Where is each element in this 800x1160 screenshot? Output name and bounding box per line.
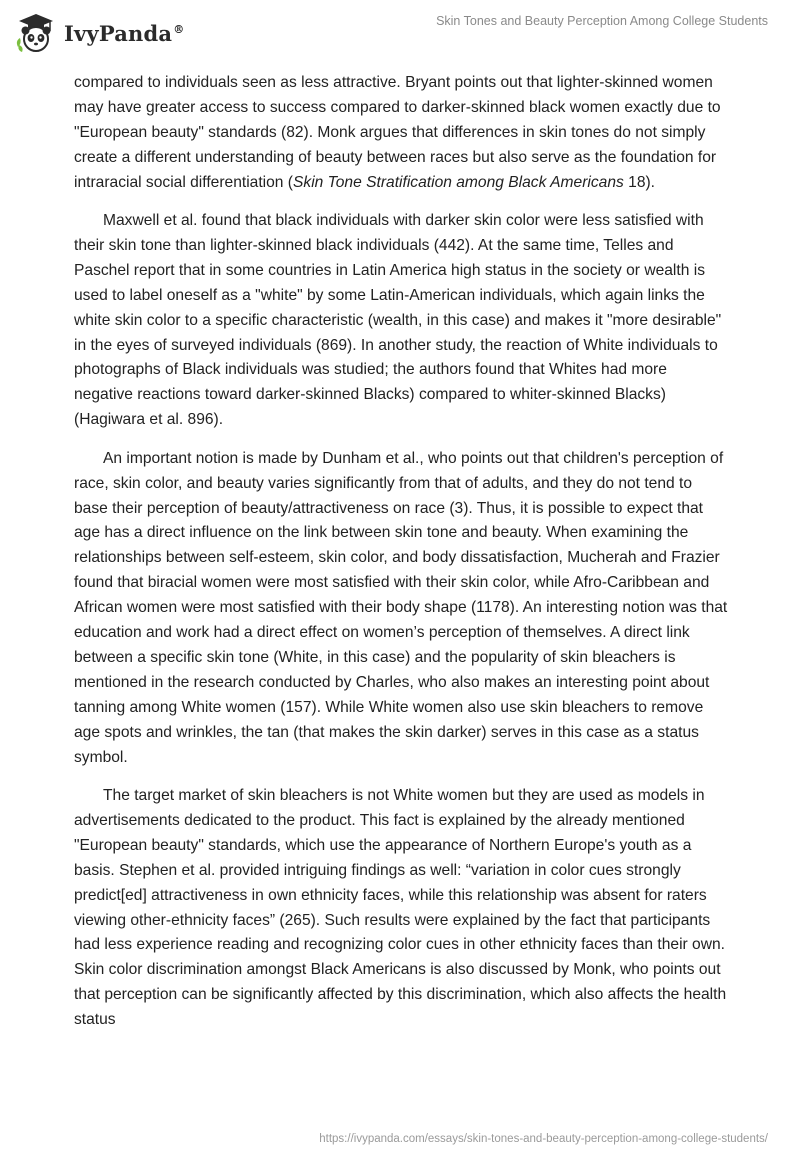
site-logo[interactable] (14, 10, 184, 56)
paragraph: Maxwell et al. found that black individuals with darker skin color were less satisfied with their skin tone than lighter-skinned black individuals (442). At the same time, Telles and Paschel report that in some countries in Latin America high status in the society or wealth is used to label oneself as a "white" by some Latin-American individuals, which again links the white skin color to a specific characteristic (wealth, in this case) and makes it "more desirable" in the eyes of surveyed individuals (869). In another study, the reaction of White individuals to photographs of Black individuals was studied; the authors found that Whites had more negative reactions toward darker-skinned Blacks) compared to whiter-skinned Blacks) (Hagiwara et al. 896). (74, 212, 722, 429)
paragraph: The target market of skin bleachers is not White women but they are used as models in advertisements dedicated to the product. This fact is explained by the already mentioned "European beauty" standards, which use the appearance of Northern Europe's youth as a basis. Stephen et al. provided intriguing findings as well: “variation in color cues strongly predict[ed] attractiveness in own ethnicity faces, while this relationship was absent for raters viewing other-ethnicity faces” (265). Such results were explained by the fact that participants had less experience reading and recognizing color cues in other ethnicity faces than their own. Skin color discrimination amongst Black Americans is also discussed by Monk, who points out that perception can be significantly affected by this discrimination, which also affects the health status (74, 786, 727, 1029)
paragraph: compared to individuals seen as less attractive. Bryant points out that lighter-skinned women may have greater access to success compared to darker-skinned black women exactly due to "European beauty" standards (82). Monk argues that differences in skin tones do not simply create a different understanding of beauty between races but also serve as the foundation for intraracial social differentiation (Skin Tone Stratification among Black Americans 18). (74, 74, 721, 191)
panda-logo-icon (14, 11, 58, 55)
document-title: Skin Tones and Beauty Perception Among College Students (436, 14, 768, 28)
essay-body (74, 71, 730, 1047)
logo-text: IvyPanda® (64, 20, 185, 46)
paragraph: An important notion is made by Dunham et al., who points out that children's perception of race, skin color, and beauty varies significantly from that of adults, and they do not tend to base their perception of beauty/attractiveness on race (3). Thus, it is possible to expect that age has a direct influence on the link between skin tone and beauty. When examining the relationships between self-esteem, skin color, and body dissatisfaction, Mucherah and Frazier found that biracial women were most satisfied with their skin color, while Afro-Caribbean and African women were most satisfied with their body shape (1178). An interesting notion was that education and work had a direct effect on women’s perception of themselves. A direct link between a specific skin tone (White, in this case) and the popularity of skin bleachers is mentioned in the research conducted by Charles, who also makes an interesting point about tanning among White women (157). While White women also use skin bleachers to remove age spots and wrinkles, the tan (that makes the skin darker) serves in this case as a status symbol. (74, 449, 728, 766)
footer-url-link[interactable]: https://ivypanda.com/essays/skin-tones-and-beauty-perception-among-college-students/ (319, 1133, 768, 1145)
